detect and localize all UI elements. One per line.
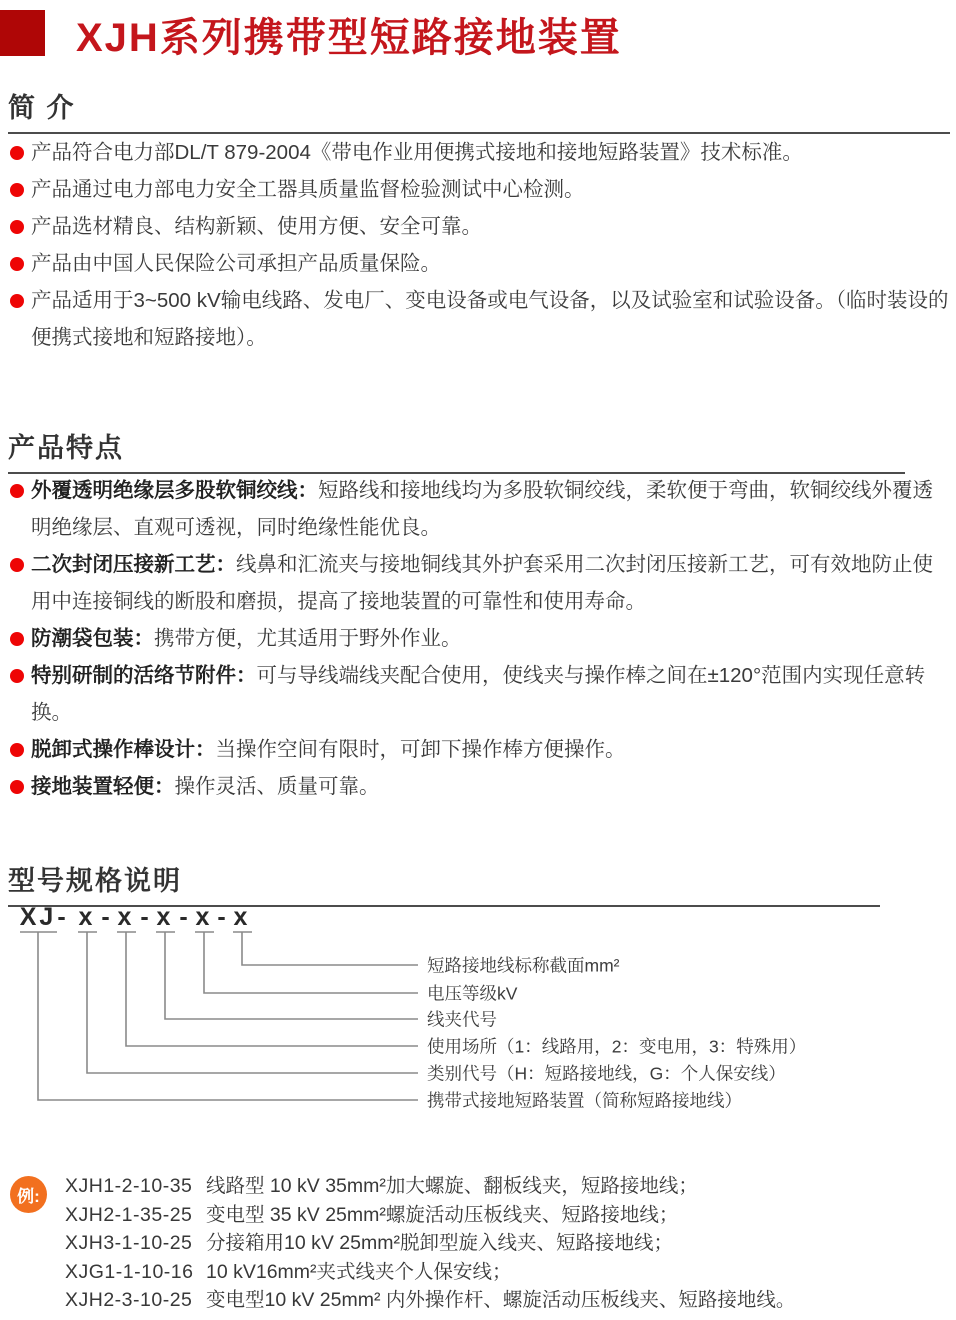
intro-item-text: 产品通过电力部电力安全工器具质量监督检验测试中心检测。 [31, 178, 585, 201]
example-model: XJH2-3-10-25 [65, 1289, 193, 1312]
feature-label: 脱卸式操作棒设计： [31, 738, 216, 761]
bullet-icon [10, 257, 24, 271]
code-part: x [195, 903, 213, 931]
model-heading: 型号规格说明 [8, 866, 182, 896]
code-part: x [156, 903, 174, 931]
bullet-icon [10, 484, 24, 498]
feature-label: 接地装置轻便： [31, 775, 175, 798]
bullet-icon [10, 294, 24, 308]
bullet-icon [10, 743, 24, 757]
code-separator: - [217, 903, 229, 931]
list-item [10, 171, 952, 208]
model-code-diagram [0, 903, 956, 1143]
bullet-icon [10, 669, 24, 683]
example-row [65, 1229, 956, 1258]
example-desc: 线路型 10 kV 35mm²加大螺旋、翻板线夹，短路接地线； [206, 1175, 698, 1197]
code-separator: - [101, 903, 113, 931]
intro-heading: 简 介 [8, 93, 76, 123]
feature-label: 外覆透明绝缘层多股软铜绞线： [31, 479, 318, 502]
bullet-icon [10, 558, 24, 572]
diagram-label: 携带式接地短路装置（简称短路接地线） [427, 1090, 742, 1111]
example-row [65, 1286, 956, 1315]
section-intro-header [8, 86, 950, 134]
diagram-label: 类别代号（H：短路接地线，G：个人保安线） [427, 1063, 786, 1084]
list-item [10, 620, 952, 657]
example-desc: 变电型10 kV 25mm² 内外操作杆、螺旋活动压板线夹、短路接地线。 [206, 1289, 796, 1312]
example-desc: 分接箱用10 kV 25mm²脱卸型旋入线夹、短路接地线； [206, 1232, 673, 1255]
section-model-header [8, 859, 880, 907]
examples-section [0, 1172, 956, 1315]
example-row [65, 1258, 956, 1287]
code-part: x [233, 903, 251, 931]
diagram-label: 短路接地线标称截面mm² [427, 955, 620, 976]
list-item [10, 768, 952, 805]
code-separator: - [179, 903, 191, 931]
list-item [10, 657, 952, 731]
features-heading: 产品特点 [8, 433, 124, 463]
features-list [10, 472, 952, 805]
code-part: XJ [19, 903, 57, 931]
intro-list [10, 134, 952, 356]
feature-text: 短路线和接地线均为多股软铜绞线，柔软便于弯曲，软铜绞线外覆透明绝缘层、直观可透视，同时绝缘性能优良。 [31, 479, 933, 539]
feature-text: 操作灵活、质量可靠。 [174, 775, 380, 798]
list-item [10, 134, 952, 171]
feature-text: 当操作空间有限时，可卸下操作棒方便操作。 [215, 738, 626, 761]
bullet-icon [10, 220, 24, 234]
example-model: XJH2-1-35-25 [65, 1203, 193, 1226]
diagram-label: 电压等级kV [427, 983, 518, 1004]
intro-item-text: 产品选材精良、结构新颖、使用方便、安全可靠。 [31, 215, 482, 238]
list-item [10, 208, 952, 245]
example-list [65, 1172, 956, 1315]
example-model: XJH1-2-10-35 [65, 1175, 193, 1197]
code-part: x [117, 903, 135, 931]
page-title: XJH系列携带型短路接地装置 [76, 16, 622, 60]
example-row [65, 1201, 956, 1230]
diagram-label: 线夹代号 [427, 1009, 497, 1030]
list-item [10, 282, 952, 356]
list-item [10, 546, 952, 620]
code-part: x [78, 903, 96, 931]
intro-item-text: 产品适用于3~500 kV输电线路、发电厂、变电设备或电气设备，以及试验室和试验设备。（临时装设的便携式接地和短路接地）。 [31, 289, 949, 349]
example-row [65, 1172, 956, 1201]
intro-item-text: 产品符合电力部DL/T 879-2004《带电作业用便携式接地和接地短路装置》技术标准。 [31, 141, 803, 164]
list-item [10, 245, 952, 282]
example-model: XJG1-1-10-16 [65, 1260, 194, 1283]
feature-text: 携带方便，尤其适用于野外作业。 [154, 627, 462, 650]
bullet-icon [10, 146, 24, 160]
diagram-label: 使用场所（1：线路用，2：变电用，3：特殊用） [427, 1036, 807, 1057]
intro-item-text: 产品由中国人民保险公司承担产品质量保险。 [31, 252, 441, 275]
example-model: XJH3-1-10-25 [65, 1232, 193, 1255]
code-separator: - [57, 903, 69, 931]
example-desc: 10 kV16mm²夹式线夹个人保安线； [206, 1260, 512, 1283]
page-header [0, 8, 956, 60]
brand-square-icon [0, 10, 45, 56]
feature-text: 可与导线端线夹配合使用，使线夹与操作棒之间在±120°范围内实现任意转换。 [31, 664, 926, 724]
feature-label: 特别研制的活络节附件： [31, 664, 257, 687]
feature-text: 线鼻和汇流夹与接地铜线其外护套采用二次封闭压接新工艺，可有效地防止使用中连接铜线的断股和磨损，提高了接地装置的可靠性和使用寿命。 [31, 553, 933, 613]
list-item [10, 731, 952, 768]
feature-label: 防潮袋包装： [31, 627, 154, 650]
bullet-icon [10, 632, 24, 646]
example-badge: 例: [10, 1176, 47, 1213]
bullet-icon [10, 183, 24, 197]
example-desc: 变电型 35 kV 25mm²螺旋活动压板线夹、短路接地线； [206, 1203, 679, 1226]
list-item [10, 472, 952, 546]
code-separator: - [140, 903, 152, 931]
section-features-header [8, 426, 905, 474]
bullet-icon [10, 780, 24, 794]
feature-label: 二次封闭压接新工艺： [31, 553, 236, 576]
